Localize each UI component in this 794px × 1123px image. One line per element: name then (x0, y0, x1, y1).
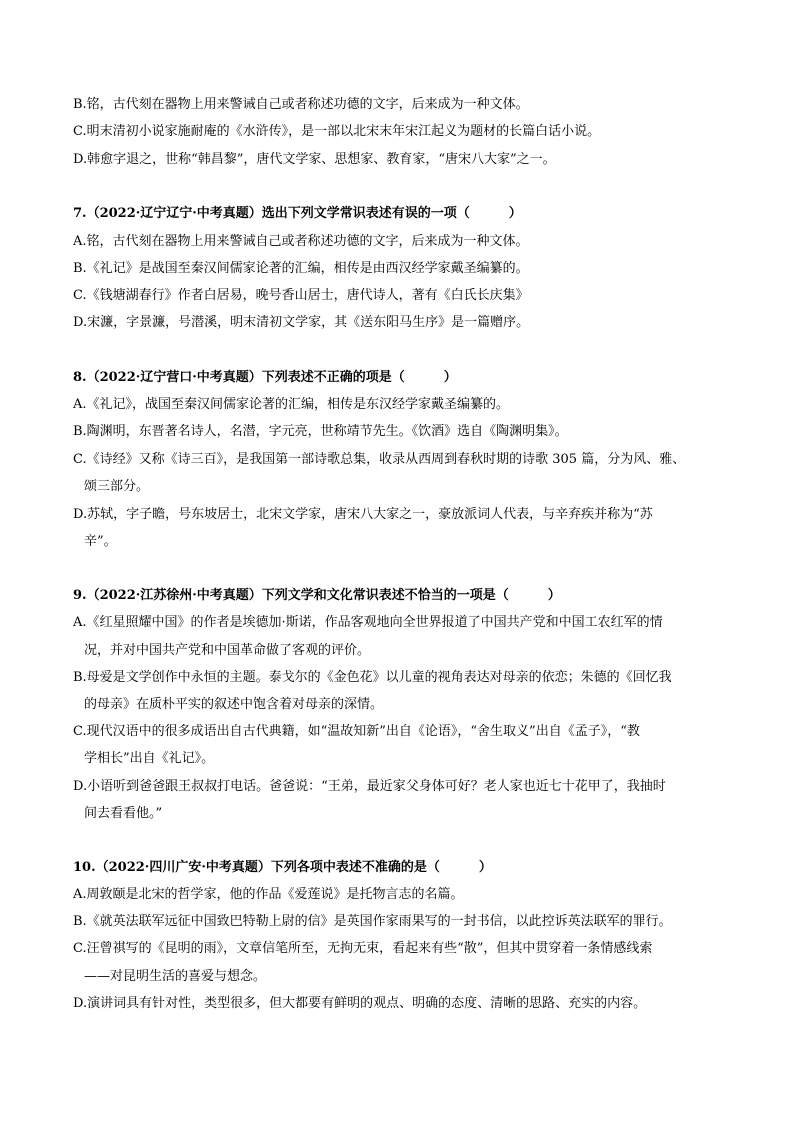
q8-option-d-cont: 辛”。 (84, 534, 117, 549)
q9-option-b-cont: 的母亲》在质朴平实的叙述中饱含着对母亲的深情。 (84, 697, 384, 712)
q7-option-b: B.《礼记》是战国至秦汉间儒家论著的汇编，相传是由西汉经学家戴圣编纂的。 (73, 261, 529, 276)
q10-option-a: A.周敦颐是北宋的哲学家，他的作品《爱莲说》是托物言志的名篇。 (73, 887, 464, 902)
option-c-prev: C.明末清初小说家施耐庵的《水浒传》，是一部以北宋末年宋江起义为题材的长篇白话小说。 (73, 124, 601, 139)
q8-option-c: C.《诗经》又称《诗三百》，是我国第一部诗歌总集，收录从西周到春秋时期的诗歌 305 篇，分为风、雅、 (73, 452, 686, 467)
q9-option-a-cont: 况，并对中国共产党和中国革命做了客观的评价。 (84, 643, 371, 658)
q9-option-d: D.小语听到爸爸跟王叔叔打电话。爸爸说：“王弟，最近家父身体可好？老人家也近七十花甲了，我抽时 (73, 779, 666, 794)
q9-option-c: C.现代汉语中的很多成语出自古代典籍，如“温故知新”出自《论语》，“舍生取义”出自《孟子》，“教 (73, 724, 640, 739)
q10-option-c: C.汪曾祺写的《昆明的雨》，文章信笔所至，无拘无束，看起来有些“散”，但其中贯穿着一条情感线索 (73, 941, 653, 956)
q9-option-c-cont: 学相长”出自《礼记》。 (84, 751, 215, 766)
option-b-prev: B.铭，古代刻在器物上用来警诫自己或者称述功德的文字，后来成为一种文体。 (73, 97, 529, 112)
q10-option-d: D.演讲词具有针对性，类型很多，但大都要有鲜明的观点、明确的态度、清晰的思路、充实的内容。 (73, 996, 647, 1011)
q8-option-c-cont: 颂三部分。 (84, 479, 150, 494)
q7-option-c: C.《钱塘湖春行》作者白居易，晚号香山居士，唐代诗人，著有《白氏长庆集》 (73, 288, 529, 303)
q10-option-c-cont: ——对昆明生活的喜爱与想念。 (84, 969, 267, 984)
question-7: 7.（2022·辽宁辽宁·中考真题）选出下列文学常识表述有误的一项（ ） (73, 206, 522, 221)
q8-option-d: D.苏轼，字子瞻，号东坡居士，北宋文学家，唐宋八大家之一，豪放派词人代表，与辛弃疾并称为“苏 (73, 507, 653, 522)
q8-option-b: B.陶渊明，东晋著名诗人，名潜，字元亮，世称靖节先生。《饮酒》选自《陶渊明集》。 (73, 424, 568, 439)
q9-option-a: A.《红星照耀中国》的作者是埃德加·斯诺，作品客观地向全世界报道了中国共产党和中国工农红军的情 (73, 615, 663, 630)
option-d-prev: D.韩愈字退之，世称“韩昌黎”，唐代文学家、思想家、教育家，“唐宋八大家”之一。 (73, 152, 556, 167)
q9-option-d-cont: 间去看看他。” (84, 806, 163, 821)
q10-option-b: B.《就英法联军远征中国致巴特勒上尉的信》是英国作家雨果写的一封书信，以此控诉英法联军的罪行。 (73, 914, 672, 929)
q7-option-a: A.铭，古代刻在器物上用来警诫自己或者称述功德的文字，后来成为一种文体。 (73, 234, 529, 249)
question-10: 10.（2022·四川广安·中考真题）下列各项中表述不准确的是（ ） (73, 860, 492, 875)
q8-option-a: A.《礼记》，战国至秦汉间儒家论著的汇编，相传是东汉经学家戴圣编纂的。 (73, 397, 510, 412)
question-8: 8.（2022·辽宁营口·中考真题）下列表述不正确的项是（ ） (73, 370, 457, 385)
question-9: 9.（2022·江苏徐州·中考真题）下列文学和文化常识表述不恰当的一项是（ ） (73, 588, 561, 603)
q7-option-d: D.宋濂，字景濂，号潜溪，明末清初文学家，其《送东阳马生序》是一篇赠序。 (73, 315, 530, 330)
q9-option-b: B.母爱是文学创作中永恒的主题。泰戈尔的《金色花》以儿童的视角表达对母亲的依恋；朱德的《回忆我 (73, 670, 672, 685)
